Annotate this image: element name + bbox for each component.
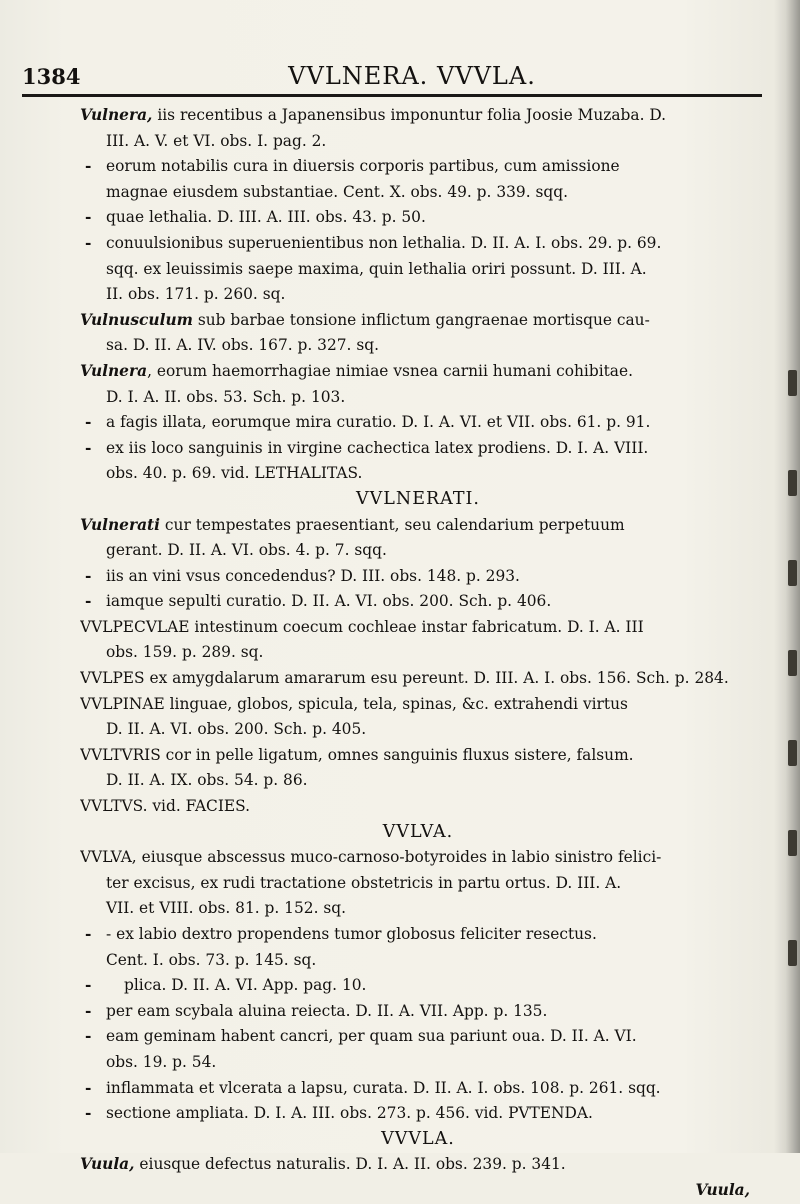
dash-marker: - [85,976,92,995]
entry-text: sqq. ex leuissimis saepe maxima, quin lethalia oriri possunt. D. III. A. [106,259,647,278]
entry-term: Vulnera [80,361,148,380]
dash-marker: - [85,1078,92,1097]
entry-text: VVLPINAE linguae, globos, spicula, tela, spinas, &c. extrahendi virtus [80,694,628,713]
dash-marker: - [85,208,92,227]
entry-text: ex iis loco sanguinis in virgine cachectica latex prodiens. D. I. A. VIII. [106,438,649,457]
dash-marker: - [85,233,92,252]
index-line [80,845,756,871]
entry-text: obs. 159. p. 289. sq. [106,643,264,662]
index-line [80,743,756,769]
index-entries [80,103,756,1204]
entry-text: obs. 19. p. 54. [106,1052,217,1071]
entry-text: per eam scybala aluina reiecta. D. II. A. VII. App. p. 135. [106,1001,548,1020]
index-line [80,231,756,257]
entry-text: iis recentibus a Japanensibus imponuntur folia Joosie Muzaba. D. [152,106,667,124]
index-line [80,103,756,129]
section-heading: VVVLA. [381,1128,455,1149]
entry-text: III. A. V. et VI. obs. I. pag. 2. [106,131,327,150]
entry-text: obs. 40. p. 69. vid. LETHALITAS. [106,464,363,483]
entry-text: plica. D. II. A. VI. App. pag. 10. [124,976,367,995]
entry-text: eorum notabilis cura in diuersis corporis partibus, cum amissione [106,157,620,176]
index-line [80,436,756,462]
index-line [80,896,756,922]
header-rule [22,94,762,97]
index-line [80,922,756,948]
index-line [80,513,756,539]
catchword-text: Vuula, [695,1180,750,1199]
index-line [80,768,756,794]
index-line [80,154,756,180]
section-heading: VVLNERATI. [356,488,480,509]
entry-text: D. I. A. II. obs. 53. Sch. p. 103. [106,387,346,406]
catchword [80,1178,756,1204]
index-line [80,564,756,590]
index-line [80,333,756,359]
dash-marker: - [85,413,92,432]
entry-text: eiusque defectus naturalis. D. I. A. II. obs. 239. p. 341. [134,1155,566,1174]
entry-text: gerant. D. II. A. VI. obs. 4. p. 7. sqq. [106,541,387,560]
index-line [80,999,756,1025]
dash-marker: - [85,1027,92,1046]
entry-term: Vulnera, [80,106,153,124]
entry-text: eam geminam habent cancri, per quam sua pariunt oua. D. II. A. VI. [106,1027,637,1046]
entry-text: sub barbae tonsione inflictum gangraenae mortisque cau- [192,310,650,329]
entry-text: magnae eiusdem substantiae. Cent. X. obs. 49. p. 339. sqq. [106,182,568,201]
index-line [80,717,756,743]
index-line [80,973,756,999]
index-line [80,180,756,206]
page-edge-tabs [788,0,798,1153]
index-line [80,359,756,385]
dash-marker: - [85,566,92,585]
entry-text: ter excisus, ex rudi tractatione obstetricis in partu ortus. D. III. A. [106,873,622,892]
index-line [80,461,756,487]
index-line [80,640,756,666]
entry-text: VVLVA, eiusque abscessus muco-carnoso-botyroides in labio sinistro felici- [80,848,662,867]
entry-text: Cent. I. obs. 73. p. 145. sq. [106,950,317,969]
dash-marker: - [85,157,92,176]
entry-text: VVLTVRIS cor in pelle ligatum, omnes sanguinis fluxus sistere, falsum. [80,745,634,764]
entry-term: Vulnerati [80,515,161,534]
index-line [80,282,756,308]
index-line [80,257,756,283]
index-line [80,1152,756,1178]
entry-term: Vuula, [80,1155,135,1174]
index-line [80,1101,756,1127]
index-line [80,948,756,974]
entry-text: quae lethalia. D. III. A. III. obs. 43. p. 50. [106,208,426,227]
dash-marker: - [85,925,92,943]
dash-marker: - [85,1001,92,1020]
index-line [80,1076,756,1102]
dash-marker: - [85,438,92,457]
index-line [80,589,756,615]
entry-text: sa. D. II. A. IV. obs. 167. p. 327. sq. [106,336,379,355]
entry-text: iamque sepulti curatio. D. II. A. VI. obs. 200. Sch. p. 406. [106,592,552,611]
entry-text: cur tempestates praesentiant, seu calendarium perpetuum [160,515,625,534]
section-heading: VVLVA. [382,821,454,842]
index-line [80,1050,756,1076]
entry-text: VII. et VIII. obs. 81. p. 152. sq. [106,899,346,918]
index-line [80,538,756,564]
entry-term: Vulnusculum [80,310,193,329]
index-line [80,871,756,897]
index-line [80,308,756,334]
entry-text: VVLTVS. vid. FACIES. [80,797,251,816]
index-line [80,1024,756,1050]
dash-marker: - [85,592,92,611]
entry-text: a fagis illata, eorumque mira curatio. D. I. A. VI. et VII. obs. 61. p. 91. [106,413,651,432]
entry-text: conuulsionibus superuenientibus non lethalia. D. II. A. I. obs. 29. p. 69. [106,233,662,252]
entry-text: II. obs. 171. p. 260. sq. [106,285,286,304]
entry-text: , eorum haemorrhagiae nimiae vsnea carnii humani cohibitae. [147,361,633,380]
index-line [80,615,756,641]
page-number: 1384 [22,64,81,89]
index-line [80,666,756,692]
entry-text: VVLPES ex amygdalarum amararum esu pereunt. D. III. A. I. obs. 156. Sch. p. 284. [80,669,729,688]
index-line [80,692,756,718]
dash-marker: - [85,1104,92,1123]
entry-text: - ex labio dextro propendens tumor globosus feliciter resectus. [106,925,597,943]
page-header [22,60,762,94]
entry-text: VVLPECVLAE intestinum coecum cochleae instar fabricatum. D. I. A. III [80,617,644,636]
running-head: VVLNERA. VVVLA. [288,62,536,90]
entry-text: iis an vini vsus concedendus? D. III. obs. 148. p. 293. [106,566,520,585]
index-line [80,205,756,231]
index-line [80,794,756,820]
entry-text: sectione ampliata. D. I. A. III. obs. 273. p. 456. vid. PVTENDA. [106,1104,593,1123]
index-line [80,385,756,411]
entry-text: inflammata et vlcerata a lapsu, curata. D. II. A. I. obs. 108. p. 261. sqq. [106,1078,661,1097]
entry-text: D. II. A. VI. obs. 200. Sch. p. 405. [106,720,367,739]
index-line [80,410,756,436]
index-line [80,129,756,155]
entry-text: D. II. A. IX. obs. 54. p. 86. [106,771,308,790]
